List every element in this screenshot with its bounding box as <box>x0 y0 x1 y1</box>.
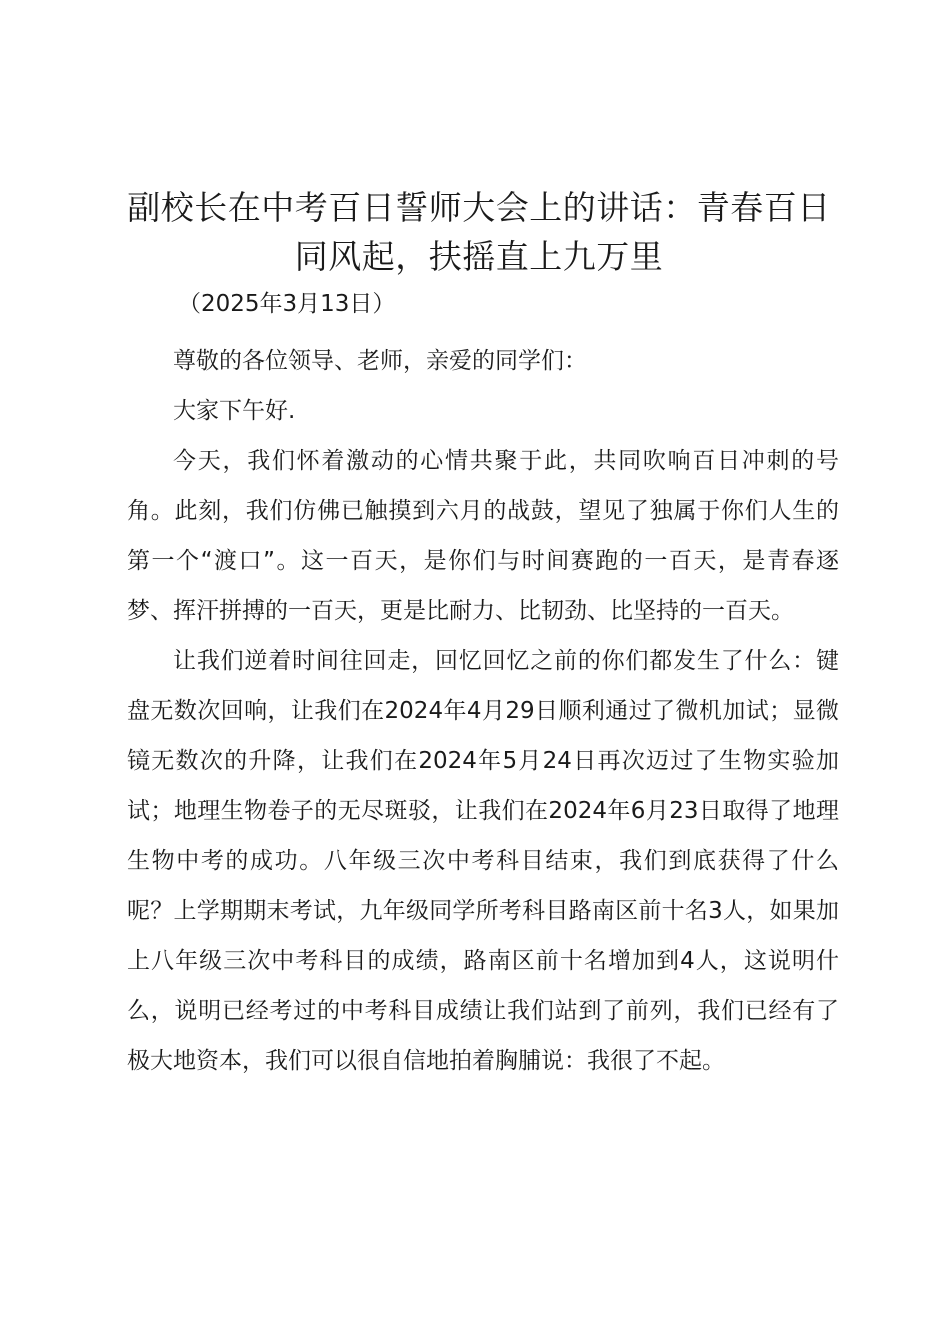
paragraph-greeting: 尊敬的各位领导、老师，亲爱的同学们： <box>173 348 587 374</box>
paragraph-opening: 今天，我们怀着激动的心情共聚于此，共同吹响百日冲刺的号角。此刻，我们仿佛已触摸到六月的战鼓，望见了独属于你们人生的第一个“渡口”。这一百天，是你们与时间赛跑的一百天，是青春逐梦、挥汗拼搏的一百天，更是比耐力、比韧劲、比坚持的一百天。 <box>127 448 839 624</box>
document-title: 副校长在中考百日誓师大会上的讲话：青春百日同风起，扶摇直上九万里 <box>127 188 831 276</box>
document-date: （2025年3月13日） <box>178 291 396 317</box>
paragraph-salutation: 大家下午好. <box>173 398 296 424</box>
paragraph-review: 让我们逆着时间往回走，回忆回忆之前的你们都发生了什么：键盘无数次回响，让我们在2024年4月29日顺利通过了微机加试；显微镜无数次的升降，让我们在2024年5月24日再次迈过了生物实验加试；地理生物卷子的无尽斑驳，让我们在2024年6月23日取得了地理生物中考的成功。八年级三次中考科目结束，我们到底获得了什么呢？上学期期末考试，九年级同学所考科目路南区前十名3人，如果加上八年级三次中考科目的成绩，路南区前十名增加到4人，这说明什么，说明已经考过的中考科目成绩让我们站到了前列，我们已经有了极大地资本，我们可以很自信地拍着胸脯说：我很了不起。 <box>127 648 839 1074</box>
document-body <box>127 336 839 1086</box>
